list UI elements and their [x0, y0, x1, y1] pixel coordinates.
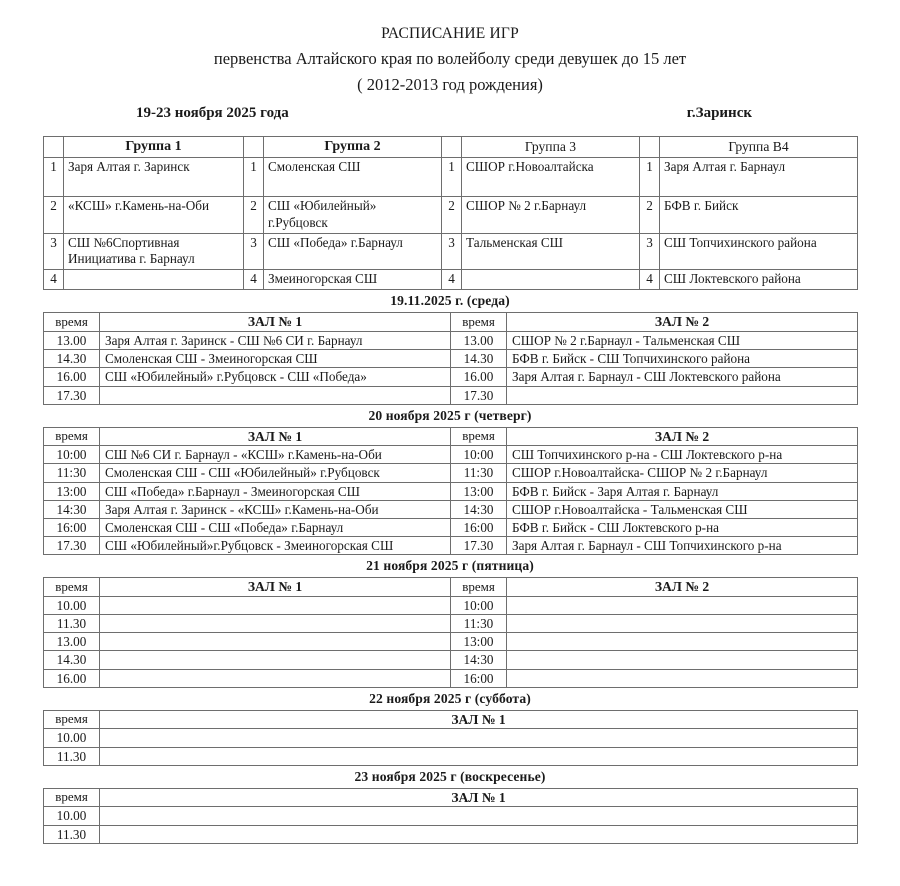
hall1-match: СШ «Победа» г.Барнаул - Змеиногорская СШ [100, 482, 451, 500]
hall2-match: Заря Алтая г. Барнаул - СШ Локтевского района [507, 368, 858, 386]
hall1-time: 10.00 [44, 596, 100, 614]
table-row [44, 669, 858, 687]
day-caption: 20 ноября 2025 г (четверг) [368, 407, 532, 423]
schedule-header-row [44, 710, 858, 729]
hall2-match: БФВ г. Бийск - Заря Алтая г. Барнаул [507, 482, 858, 500]
group1-team-4 [64, 270, 244, 290]
hall1-match: СШ «Юбилейный» г.Рубцовск - СШ «Победа» [100, 368, 451, 386]
document-subtitle: первенства Алтайского края по волейболу среди девушек до 15 лет [213, 49, 687, 69]
hall2-header: ЗАЛ № 2 [507, 578, 858, 597]
hall2-time: 17.30 [451, 386, 507, 404]
day-section [43, 766, 857, 844]
hall2-match [507, 596, 858, 614]
hall1-time: 10:00 [44, 446, 100, 464]
hall2-match [507, 615, 858, 633]
groups-spacer-1 [44, 136, 64, 157]
time-column-header: время [451, 313, 507, 332]
hall1-time: 10.00 [44, 807, 100, 825]
table-row [44, 464, 858, 482]
hall2-header: ЗАЛ № 2 [507, 427, 858, 446]
group3-team-4 [462, 270, 640, 290]
time-column-header: время [44, 578, 100, 597]
group3-team-2: СШОР № 2 г.Барнаул [462, 196, 640, 233]
hall2-time: 17.30 [451, 537, 507, 555]
hall1-time: 17.30 [44, 537, 100, 555]
hall1-match: Смоленская СШ - Змеиногорская СШ [100, 350, 451, 368]
groups-table-wrap [43, 136, 857, 291]
table-row [44, 537, 858, 555]
group1-team-2: «КСШ» г.Камень-на-Оби [64, 196, 244, 233]
table-row [44, 368, 858, 386]
day-schedule-table [43, 312, 858, 404]
hall1-time: 11:30 [44, 464, 100, 482]
table-row [44, 270, 858, 290]
group2-team-2: СШ «Юбилейный» г.Рубцовск [264, 196, 442, 233]
group4-team-4: СШ Локтевского района [660, 270, 858, 290]
hall2-match [507, 633, 858, 651]
hall2-time: 13:00 [451, 482, 507, 500]
group2-index-2: 2 [244, 196, 264, 233]
day-schedule-table [43, 577, 858, 687]
day-section [43, 688, 857, 766]
hall1-time: 13:00 [44, 482, 100, 500]
hall1-header: ЗАЛ № 1 [100, 578, 451, 597]
date-location-line [0, 99, 900, 122]
hall1-time: 11.30 [44, 825, 100, 843]
hall2-time: 14:30 [451, 500, 507, 518]
hall1-match [100, 596, 451, 614]
hall2-time: 11:30 [451, 615, 507, 633]
time-column-header: время [44, 427, 100, 446]
day-caption: 19.11.2025 г. (среда) [390, 293, 510, 309]
group4-team-3: СШ Топчихинского района [660, 233, 858, 270]
table-row [44, 386, 858, 404]
hall2-time: 16:00 [451, 669, 507, 687]
hall1-match [100, 807, 858, 825]
hall1-match: СШ №6 СИ г. Барнаул - «КСШ» г.Камень-на-Оби [100, 446, 451, 464]
groups-header-row [44, 136, 858, 157]
hall2-time: 14:30 [451, 651, 507, 669]
day-section [43, 405, 857, 556]
time-column-header: время [44, 313, 100, 332]
hall1-match [100, 669, 451, 687]
hall1-time: 14:30 [44, 500, 100, 518]
hall1-header: ЗАЛ № 1 [100, 710, 858, 729]
group4-team-2: БФВ г. Бийск [660, 196, 858, 233]
group3-index-2: 2 [442, 196, 462, 233]
group2-team-3: СШ «Победа» г.Барнаул [264, 233, 442, 270]
hall1-time: 14.30 [44, 651, 100, 669]
table-row [44, 350, 858, 368]
single-hall-day-sections [0, 688, 900, 844]
hall1-match [100, 633, 451, 651]
hall2-time: 16:00 [451, 518, 507, 536]
day-caption: 22 ноября 2025 г (суббота) [369, 690, 531, 706]
hall1-time: 14.30 [44, 350, 100, 368]
schedule-header-row [44, 427, 858, 446]
hall2-match: Заря Алтая г. Барнаул - СШ Топчихинского р-на [507, 537, 858, 555]
group3-index-1: 1 [442, 157, 462, 196]
hall1-match: Смоленская СШ - СШ «Юбилейный» г.Рубцовск [100, 464, 451, 482]
hall2-time: 16.00 [451, 368, 507, 386]
hall1-match [100, 651, 451, 669]
table-row [44, 500, 858, 518]
hall1-match: СШ «Юбилейный»г.Рубцовск - Змеиногорская СШ [100, 537, 451, 555]
group1-index-4: 4 [44, 270, 64, 290]
hall2-time: 10:00 [451, 596, 507, 614]
groups-spacer-4 [640, 136, 660, 157]
hall2-match: СШОР г.Новоалтайска- СШОР № 2 г.Барнаул [507, 464, 858, 482]
schedule-header-row [44, 578, 858, 597]
group4-index-3: 3 [640, 233, 660, 270]
groups-spacer-3 [442, 136, 462, 157]
hall1-time: 13.00 [44, 332, 100, 350]
table-row [44, 651, 858, 669]
groups-spacer-2 [244, 136, 264, 157]
group1-team-3: СШ №6Спортивная Инициатива г. Барнаул [64, 233, 244, 270]
group2-team-4: Змеиногорская СШ [264, 270, 442, 290]
hall1-time: 17.30 [44, 386, 100, 404]
group4-index-2: 2 [640, 196, 660, 233]
hall1-time: 16.00 [44, 368, 100, 386]
group1-team-1: Заря Алтая г. Заринск [64, 157, 244, 196]
table-row [44, 807, 858, 825]
hall1-time: 10.00 [44, 729, 100, 747]
group1-index-2: 2 [44, 196, 64, 233]
group2-index-4: 4 [244, 270, 264, 290]
day-schedule-table [43, 427, 858, 556]
group2-team-1: Смоленская СШ [264, 157, 442, 196]
hall1-match: Смоленская СШ - СШ «Победа» г.Барнаул [100, 518, 451, 536]
hall2-match: БФВ г. Бийск - СШ Топчихинского района [507, 350, 858, 368]
hall1-time: 13.00 [44, 633, 100, 651]
day-caption: 23 ноября 2025 г (воскресенье) [354, 768, 546, 784]
hall2-match: БФВ г. Бийск - СШ Локтевского р-на [507, 518, 858, 536]
table-row [44, 825, 858, 843]
hall1-match [100, 386, 451, 404]
group2-index-1: 1 [244, 157, 264, 196]
day-sections [0, 290, 900, 687]
hall1-header: ЗАЛ № 1 [100, 313, 451, 332]
group1-index-3: 3 [44, 233, 64, 270]
day-schedule-table [43, 710, 858, 766]
event-city: г.Заринск [686, 104, 752, 121]
group4-team-1: Заря Алтая г. Барнаул [660, 157, 858, 196]
hall2-match: СШ Топчихинского р-на - СШ Локтевского р-на [507, 446, 858, 464]
table-row [44, 633, 858, 651]
hall2-time: 13:00 [451, 633, 507, 651]
document-header [0, 0, 900, 122]
group3-team-3: Тальменская СШ [462, 233, 640, 270]
day-schedule-table [43, 788, 858, 844]
hall1-match [100, 825, 858, 843]
group3-index-4: 4 [442, 270, 462, 290]
time-column-header: время [451, 578, 507, 597]
table-row [44, 332, 858, 350]
table-row [44, 518, 858, 536]
group4-index-1: 1 [640, 157, 660, 196]
hall2-match: СШОР № 2 г.Барнаул - Тальменская СШ [507, 332, 858, 350]
document-birthyears: ( 2012-2013 год рождения) [357, 75, 543, 95]
table-row [44, 615, 858, 633]
hall2-match: СШОР г.Новоалтайска - Тальменская СШ [507, 500, 858, 518]
group4-index-4: 4 [640, 270, 660, 290]
table-row [44, 157, 858, 196]
table-row [44, 446, 858, 464]
hall2-match [507, 651, 858, 669]
page-title: РАСПИСАНИЕ ИГР [381, 25, 519, 42]
group1-index-1: 1 [44, 157, 64, 196]
hall1-match [100, 615, 451, 633]
hall2-time: 14.30 [451, 350, 507, 368]
day-caption: 21 ноября 2025 г (пятница) [366, 558, 534, 574]
day-section [43, 555, 857, 687]
day-section [43, 290, 857, 404]
hall1-time: 16.00 [44, 669, 100, 687]
group2-index-3: 3 [244, 233, 264, 270]
time-column-header: время [44, 788, 100, 807]
group3-team-1: СШОР г.Новоалтайска [462, 157, 640, 196]
table-row [44, 233, 858, 270]
table-row [44, 196, 858, 233]
hall2-header: ЗАЛ № 2 [507, 313, 858, 332]
groups-table [43, 136, 858, 291]
schedule-header-row [44, 788, 858, 807]
hall2-time: 11:30 [451, 464, 507, 482]
schedule-header-row [44, 313, 858, 332]
table-row [44, 729, 858, 747]
hall1-time: 16:00 [44, 518, 100, 536]
hall1-header: ЗАЛ № 1 [100, 788, 858, 807]
time-column-header: время [44, 710, 100, 729]
hall1-match: Заря Алтая г. Заринск - СШ №6 СИ г. Барнаул [100, 332, 451, 350]
group-header-1: Группа 1 [64, 136, 244, 157]
hall1-header: ЗАЛ № 1 [100, 427, 451, 446]
hall1-match [100, 747, 858, 765]
hall2-time: 13.00 [451, 332, 507, 350]
hall2-match [507, 386, 858, 404]
hall1-time: 11.30 [44, 615, 100, 633]
table-row [44, 482, 858, 500]
hall1-match [100, 729, 858, 747]
hall1-time: 11.30 [44, 747, 100, 765]
group3-index-3: 3 [442, 233, 462, 270]
hall1-match: Заря Алтая г. Заринск - «КСШ» г.Камень-на-Оби [100, 500, 451, 518]
event-dates: 19-23 ноября 2025 года [136, 104, 289, 121]
group-header-3: Группа 3 [462, 136, 640, 157]
group-header-2: Группа 2 [264, 136, 442, 157]
group-header-4: Группа В4 [660, 136, 858, 157]
table-row [44, 747, 858, 765]
hall2-match [507, 669, 858, 687]
time-column-header: время [451, 427, 507, 446]
table-row [44, 596, 858, 614]
hall2-time: 10:00 [451, 446, 507, 464]
